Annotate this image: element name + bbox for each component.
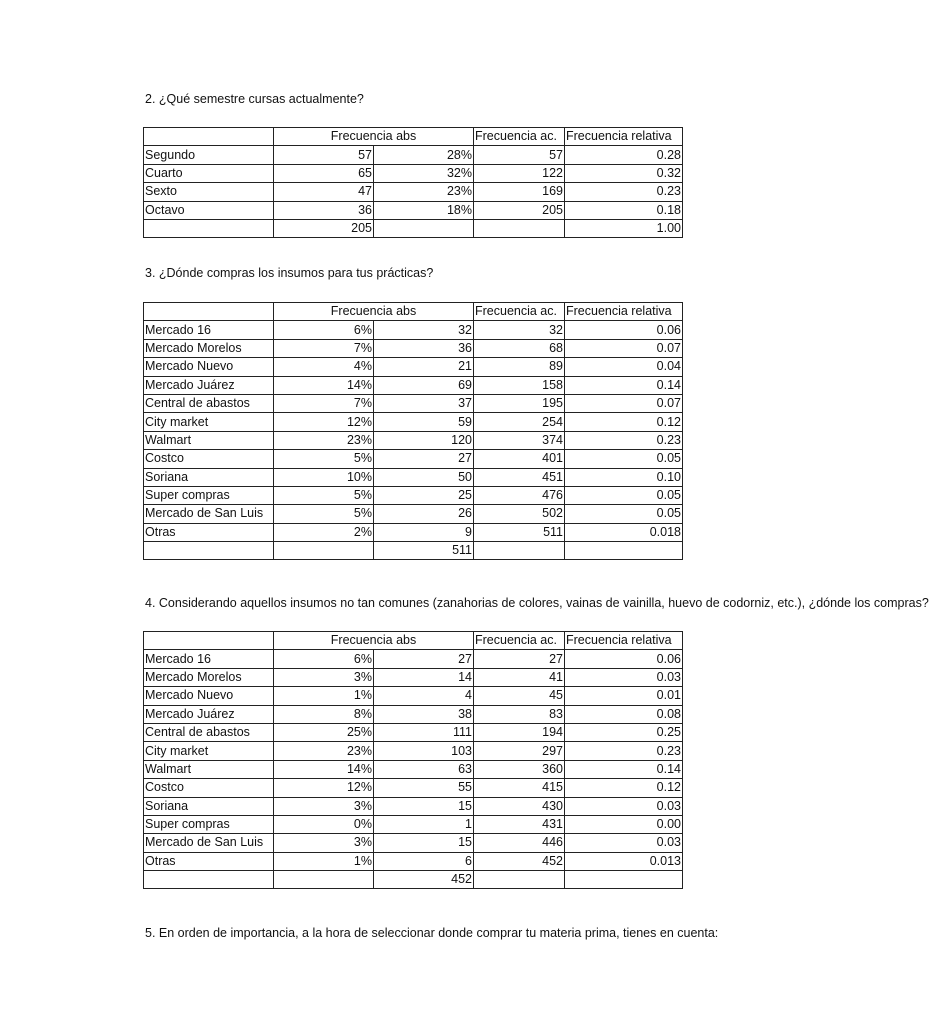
value-cell: 194 [474,723,565,741]
value-cell: 0.32 [565,164,683,182]
column-header: Frecuencia relativa [565,128,683,146]
row-label-cell: Mercado de San Luis [144,505,274,523]
table-total-row [144,219,683,237]
table-row [144,146,683,164]
value-cell: 3% [274,797,374,815]
value-cell: 502 [474,505,565,523]
total-cell [474,871,565,889]
row-label-cell: Walmart [144,760,274,778]
row-label-cell: Mercado Nuevo [144,687,274,705]
table-header-row [144,303,683,321]
table-row [144,705,683,723]
table-row [144,523,683,541]
value-cell: 6 [374,852,474,870]
column-header: Frecuencia abs [274,128,474,146]
value-cell: 0.018 [565,523,683,541]
value-cell: 195 [474,394,565,412]
value-cell: 25% [274,723,374,741]
table-header-row [144,632,683,650]
value-cell: 14 [374,668,474,686]
row-label-cell: Mercado 16 [144,321,274,339]
value-cell: 8% [274,705,374,723]
table-row [144,376,683,394]
total-cell: 452 [374,871,474,889]
table-row [144,431,683,449]
value-cell: 0.14 [565,376,683,394]
value-cell: 5% [274,450,374,468]
value-cell: 23% [274,431,374,449]
value-cell: 158 [474,376,565,394]
value-cell: 12% [274,779,374,797]
value-cell: 57 [474,146,565,164]
value-cell: 4% [274,358,374,376]
total-cell [565,871,683,889]
value-cell: 26 [374,505,474,523]
value-cell: 0.01 [565,687,683,705]
value-cell: 6% [274,321,374,339]
value-cell: 7% [274,339,374,357]
value-cell: 15 [374,834,474,852]
value-cell: 0.10 [565,468,683,486]
row-label-cell: Octavo [144,201,274,219]
value-cell: 27 [474,650,565,668]
table-semester-frequency [143,127,683,238]
value-cell: 511 [474,523,565,541]
table-row [144,321,683,339]
value-cell: 452 [474,852,565,870]
total-cell: 1.00 [565,219,683,237]
value-cell: 63 [374,760,474,778]
value-cell: 4 [374,687,474,705]
value-cell: 57 [274,146,374,164]
table-row [144,760,683,778]
row-label-cell: City market [144,742,274,760]
total-cell [274,871,374,889]
row-label-cell: Mercado Morelos [144,668,274,686]
value-cell: 27 [374,650,474,668]
value-cell: 38 [374,705,474,723]
row-label-cell: Otras [144,523,274,541]
value-cell: 6% [274,650,374,668]
table-row [144,339,683,357]
question-5-title: 5. En orden de importancia, a la hora de seleccionar donde comprar tu materia prima, tienes en cuenta: [145,926,719,940]
total-cell [144,219,274,237]
row-label-cell: Central de abastos [144,723,274,741]
value-cell: 32% [374,164,474,182]
row-label-cell: City market [144,413,274,431]
column-header [144,632,274,650]
value-cell: 0.05 [565,486,683,504]
value-cell: 446 [474,834,565,852]
value-cell: 0.28 [565,146,683,164]
table-row [144,468,683,486]
question-3-title: 3. ¿Dónde compras los insumos para tus prácticas? [145,266,434,280]
value-cell: 430 [474,797,565,815]
value-cell: 0.03 [565,834,683,852]
table-row [144,668,683,686]
row-label-cell: Mercado Juárez [144,376,274,394]
value-cell: 2% [274,523,374,541]
row-label-cell: Segundo [144,146,274,164]
value-cell: 431 [474,815,565,833]
value-cell: 0.23 [565,183,683,201]
value-cell: 1 [374,815,474,833]
value-cell: 0.06 [565,650,683,668]
total-cell [144,871,274,889]
value-cell: 14% [274,760,374,778]
row-label-cell: Costco [144,450,274,468]
column-header [144,128,274,146]
value-cell: 169 [474,183,565,201]
total-cell [474,542,565,560]
value-cell: 23% [374,183,474,201]
table-row [144,797,683,815]
value-cell: 0.23 [565,742,683,760]
column-header: Frecuencia ac. [474,128,565,146]
value-cell: 1% [274,852,374,870]
table-row [144,687,683,705]
value-cell: 65 [274,164,374,182]
value-cell: 3% [274,834,374,852]
row-label-cell: Super compras [144,815,274,833]
value-cell: 47 [274,183,374,201]
column-header: Frecuencia abs [274,303,474,321]
value-cell: 0.08 [565,705,683,723]
table-row [144,164,683,182]
value-cell: 374 [474,431,565,449]
value-cell: 0.07 [565,339,683,357]
value-cell: 15 [374,797,474,815]
row-label-cell: Soriana [144,797,274,815]
value-cell: 254 [474,413,565,431]
value-cell: 0% [274,815,374,833]
value-cell: 0.12 [565,413,683,431]
table-row [144,852,683,870]
value-cell: 36 [274,201,374,219]
table-row [144,450,683,468]
value-cell: 12% [274,413,374,431]
total-cell [274,542,374,560]
row-label-cell: Costco [144,779,274,797]
table-row [144,394,683,412]
row-label-cell: Sexto [144,183,274,201]
value-cell: 111 [374,723,474,741]
total-cell: 205 [274,219,374,237]
column-header: Frecuencia relativa [565,303,683,321]
value-cell: 9 [374,523,474,541]
value-cell: 69 [374,376,474,394]
total-cell [474,219,565,237]
value-cell: 21 [374,358,474,376]
value-cell: 0.23 [565,431,683,449]
value-cell: 5% [274,505,374,523]
table-row [144,486,683,504]
row-label-cell: Mercado Nuevo [144,358,274,376]
row-label-cell: Otras [144,852,274,870]
value-cell: 89 [474,358,565,376]
table-row [144,723,683,741]
table-total-row [144,542,683,560]
table-header-row [144,128,683,146]
total-cell: 511 [374,542,474,560]
value-cell: 0.25 [565,723,683,741]
value-cell: 0.12 [565,779,683,797]
value-cell: 68 [474,339,565,357]
value-cell: 37 [374,394,474,412]
value-cell: 14% [274,376,374,394]
value-cell: 25 [374,486,474,504]
value-cell: 1% [274,687,374,705]
value-cell: 415 [474,779,565,797]
value-cell: 205 [474,201,565,219]
value-cell: 18% [374,201,474,219]
table-row [144,413,683,431]
table-row [144,183,683,201]
question-4-title: 4. Considerando aquellos insumos no tan comunes (zanahorias de colores, vainas de vainilla, huevo de codorniz, etc.), ¿dónde los compras? [145,596,929,610]
value-cell: 360 [474,760,565,778]
column-header: Frecuencia ac. [474,303,565,321]
value-cell: 0.07 [565,394,683,412]
value-cell: 41 [474,668,565,686]
value-cell: 3% [274,668,374,686]
value-cell: 7% [274,394,374,412]
value-cell: 32 [374,321,474,339]
value-cell: 0.18 [565,201,683,219]
value-cell: 83 [474,705,565,723]
value-cell: 0.14 [565,760,683,778]
total-cell [565,542,683,560]
row-label-cell: Mercado de San Luis [144,834,274,852]
value-cell: 0.013 [565,852,683,870]
value-cell: 23% [274,742,374,760]
value-cell: 103 [374,742,474,760]
value-cell: 0.04 [565,358,683,376]
value-cell: 476 [474,486,565,504]
value-cell: 0.05 [565,505,683,523]
table-row [144,779,683,797]
value-cell: 10% [274,468,374,486]
value-cell: 55 [374,779,474,797]
row-label-cell: Central de abastos [144,394,274,412]
value-cell: 0.00 [565,815,683,833]
question-2-title: 2. ¿Qué semestre cursas actualmente? [145,92,364,106]
table-row [144,505,683,523]
column-header: Frecuencia relativa [565,632,683,650]
value-cell: 120 [374,431,474,449]
row-label-cell: Super compras [144,486,274,504]
table-uncommon-supplies-frequency [143,631,683,889]
value-cell: 0.03 [565,797,683,815]
row-label-cell: Mercado Morelos [144,339,274,357]
value-cell: 50 [374,468,474,486]
row-label-cell: Cuarto [144,164,274,182]
total-cell [374,219,474,237]
value-cell: 32 [474,321,565,339]
table-row [144,834,683,852]
table-purchase-location-frequency [143,302,683,560]
table-row [144,358,683,376]
value-cell: 28% [374,146,474,164]
value-cell: 36 [374,339,474,357]
total-cell [144,542,274,560]
row-label-cell: Walmart [144,431,274,449]
value-cell: 0.06 [565,321,683,339]
table-row [144,201,683,219]
column-header: Frecuencia abs [274,632,474,650]
value-cell: 27 [374,450,474,468]
value-cell: 401 [474,450,565,468]
column-header [144,303,274,321]
row-label-cell: Mercado 16 [144,650,274,668]
value-cell: 451 [474,468,565,486]
value-cell: 45 [474,687,565,705]
value-cell: 59 [374,413,474,431]
row-label-cell: Mercado Juárez [144,705,274,723]
value-cell: 0.05 [565,450,683,468]
value-cell: 297 [474,742,565,760]
column-header: Frecuencia ac. [474,632,565,650]
value-cell: 5% [274,486,374,504]
table-row [144,650,683,668]
value-cell: 0.03 [565,668,683,686]
table-row [144,742,683,760]
value-cell: 122 [474,164,565,182]
table-row [144,815,683,833]
table-total-row [144,871,683,889]
row-label-cell: Soriana [144,468,274,486]
